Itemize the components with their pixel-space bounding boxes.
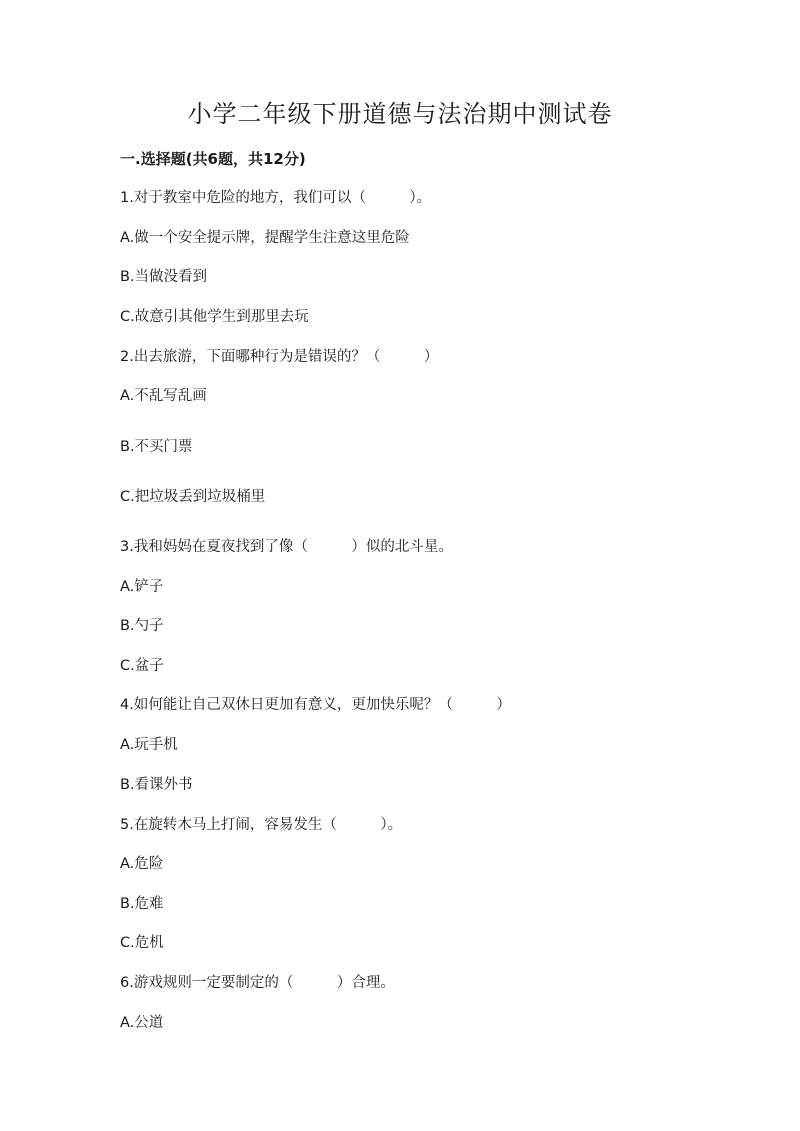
question-6-stem: 6.游戏规则一定要制定的（ ）合理。 — [120, 975, 395, 991]
question-2-option-a: A.不乱写乱画 — [120, 388, 207, 404]
question-3-option-c: C.盆子 — [120, 658, 164, 674]
question-5-option-a: A.危险 — [120, 856, 164, 872]
section-heading: 一.选择题(共6题，共12分) — [120, 150, 306, 168]
question-4-option-a: A.玩手机 — [120, 737, 178, 753]
question-1-option-b: B.当做没看到 — [120, 269, 208, 285]
question-5-option-b: B.危难 — [120, 896, 164, 912]
question-5-option-c: C.危机 — [120, 935, 164, 951]
question-4-stem: 4.如何能让自己双休日更加有意义，更加快乐呢？（ ） — [120, 697, 511, 713]
question-2-option-b: B.不买门票 — [120, 439, 193, 455]
question-4-option-b: B.看课外书 — [120, 777, 193, 793]
question-2-option-c: C.把垃圾丢到垃圾桶里 — [120, 489, 266, 505]
question-1-option-c: C.故意引其他学生到那里去玩 — [120, 309, 309, 325]
question-5-stem: 5.在旋转木马上打闹，容易发生（ ）。 — [120, 817, 403, 833]
question-6-option-a: A.公道 — [120, 1015, 164, 1031]
question-1-stem: 1.对于教室中危险的地方，我们可以（ ）。 — [120, 190, 432, 206]
question-3-stem: 3.我和妈妈在夏夜找到了像（ ）似的北斗星。 — [120, 539, 453, 555]
question-3-option-b: B.勺子 — [120, 618, 164, 634]
page-title: 小学二年级下册道德与法治期中测试卷 — [187, 100, 613, 128]
question-1-option-a: A.做一个安全提示牌，提醒学生注意这里危险 — [120, 230, 410, 246]
question-3-option-a: A.铲子 — [120, 579, 164, 595]
question-2-stem: 2.出去旅游，下面哪种行为是错误的？（ ） — [120, 349, 439, 365]
